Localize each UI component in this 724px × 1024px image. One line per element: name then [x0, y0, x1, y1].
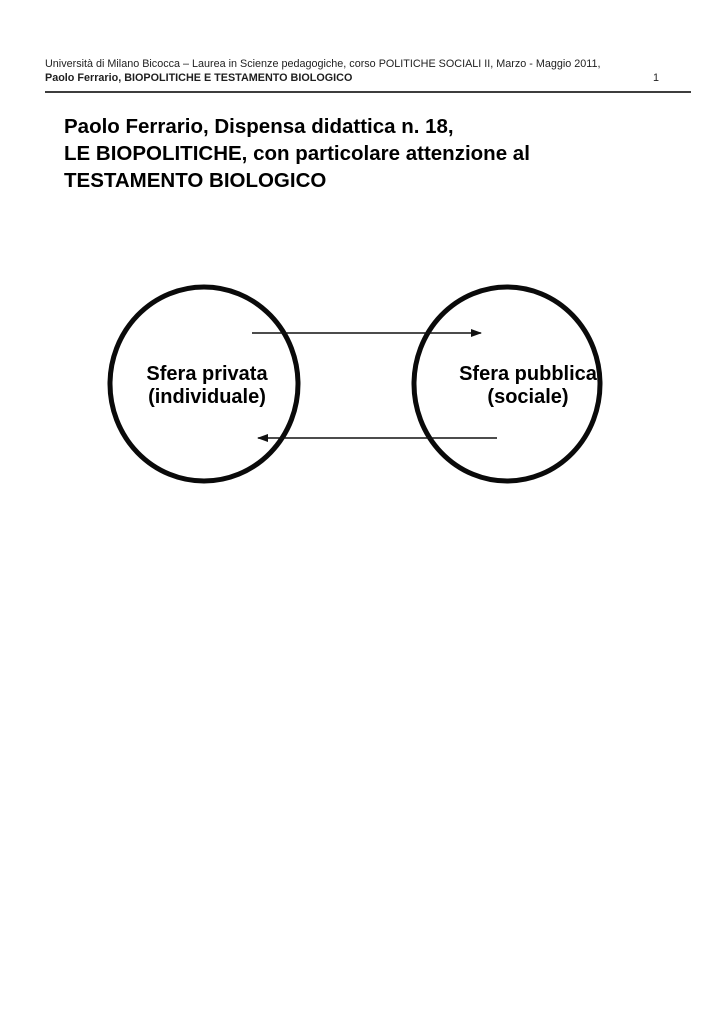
private-sphere-label-line2: (individuale)	[148, 386, 266, 408]
public-sphere-label-line1: Sfera pubblica	[459, 363, 597, 385]
title-line-1: Paolo Ferrario, Dispensa didattica n. 18,	[64, 115, 454, 138]
public-sphere-label-line2: (sociale)	[487, 386, 569, 408]
page-header	[45, 57, 691, 93]
title-line-3: TESTAMENTO BIOLOGICO	[64, 169, 327, 192]
title-line-2: LE BIOPOLITICHE, con particolare attenzione al	[64, 142, 530, 165]
header-author-line: Paolo Ferrario, BIOPOLITICHE E TESTAMENTO BIOLOGICO	[45, 72, 353, 84]
page-number: 1	[652, 72, 659, 84]
private-sphere-label-line1: Sfera privata	[146, 363, 268, 385]
document-title	[64, 113, 530, 194]
header-course-line: Università di Milano Bicocca – Laurea in Scienze pedagogiche, corso POLITICHE SOCIALI II, Marzo - Maggio 2011,	[45, 58, 601, 70]
spheres-diagram	[0, 270, 724, 510]
